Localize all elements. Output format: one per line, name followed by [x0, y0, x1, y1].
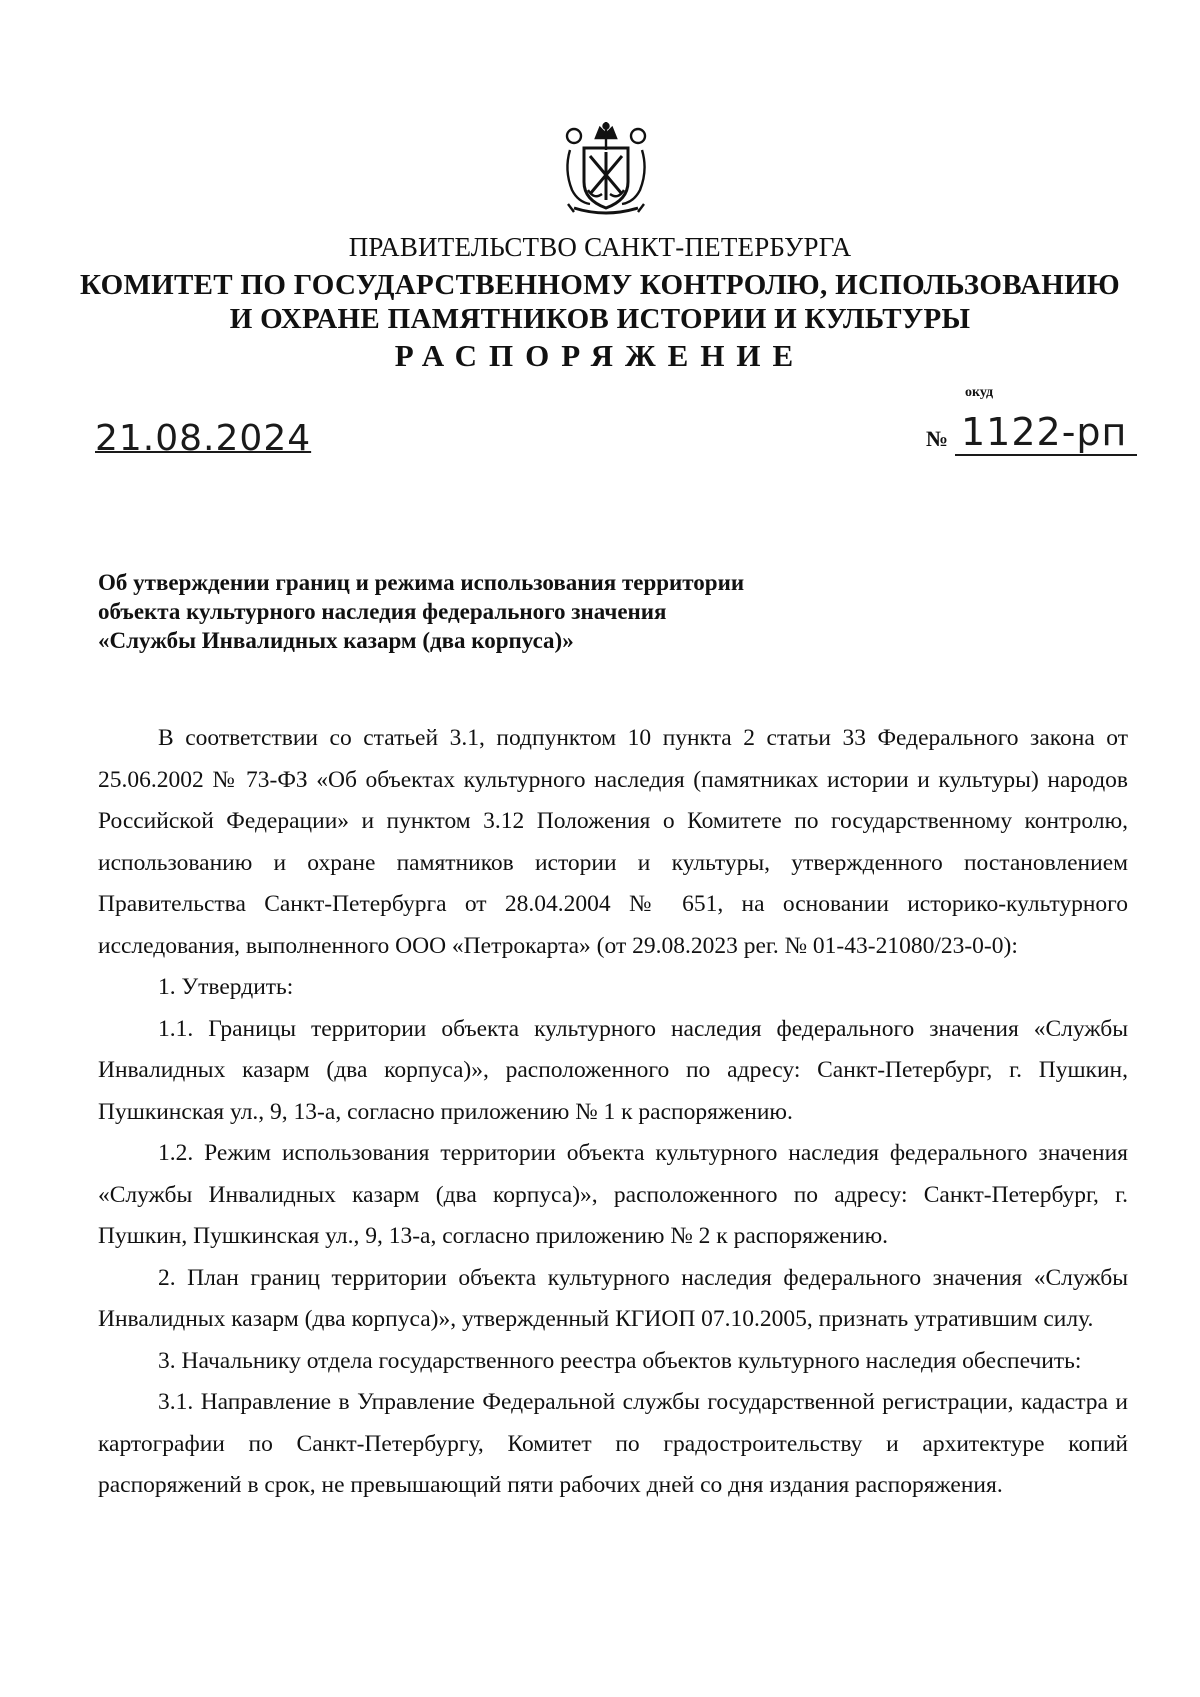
committee-name-line1: КОМИТЕТ ПО ГОСУДАРСТВЕННОМУ КОНТРОЛЮ, ИСПОЛЬЗОВАНИЮ: [80, 269, 1120, 301]
subject-line3: «Службы Инвалидных казарм (два корпуса)»: [98, 628, 574, 653]
number-sign: №: [926, 426, 949, 451]
subject-line1: Об утверждении границ и режима использования территории: [98, 570, 745, 595]
paragraph-1-2: 1.2. Режим использования территории объекта культурного наследия федерального значения «Службы Инвалидных казарм (два корпуса)», расположенного по адресу: Санкт-Петербург, г. Пушкин, Пушкинская ул., 9, 13-а, согласно приложению № 2 к распоряжению.: [98, 1140, 1128, 1249]
okud-label: окуд: [965, 385, 994, 400]
paragraph-1-1: 1.1. Границы территории объекта культурного наследия федерального значения «Службы Инвалидных казарм (два корпуса)», расположенного по адресу: Санкт-Петербург, г. Пушкин, Пушкинская ул., 9, 13-а, согласно приложению № 1 к распоряжению.: [98, 1015, 1128, 1125]
committee-name-line2: И ОХРАНЕ ПАМЯТНИКОВ ИСТОРИИ И КУЛЬТУРЫ: [229, 303, 971, 335]
government-name: ПРАВИТЕЛЬСТВО САНКТ-ПЕТЕРБУРГА: [348, 232, 852, 262]
document-body: [98, 718, 1128, 1507]
subject-line2: объекта культурного наследия федерального значения: [98, 599, 667, 624]
document-date: 21.08.2024: [95, 418, 312, 459]
paragraph-2: 2. План границ территории объекта культурного наследия федерального значения «Службы Инвалидных казарм (два корпуса)», утвержденный КГИОП 07.10.2005, признать утратившим силу.: [98, 1264, 1128, 1332]
document-type-title: РАСПОРЯЖЕНИЕ: [394, 338, 806, 373]
paragraph-1: 1. Утвердить:: [158, 974, 294, 1000]
paragraph-3-1: 3.1. Направление в Управление Федеральной службы государственной регистрации, кадастра и картографии по Санкт-Петербургу, Комитет по градостроительству и архитектуре копий распоряжений в срок, не превышающий пяти рабочих дней со дня издания распоряжения.: [98, 1389, 1128, 1498]
committee-name: [0, 268, 1200, 336]
document-number: 1122-рп: [955, 410, 1137, 456]
paragraph-preamble: В соответствии со статьей 3.1, подпунктом 10 пункта 2 статьи 33 Федерального закона от 25.06.2002 № 73-ФЗ «Об объектах культурного наследия (памятниках истории и культуры) народов Российской Федерации» и пунктом 3.12 Положения о Комитете по государственному контролю, использованию и охране памятников истории и культуры, утвержденного постановлением Правительства Санкт-Петербурга от 28.04.2004 № 651, на основании историко-культурного исследования, выполненного ООО «Петрокарта» (от 29.08.2023 рег. № 01-43-21080/23-0-0):: [98, 725, 1128, 959]
document-subject: [98, 568, 818, 655]
coat-of-arms-icon: [560, 120, 652, 216]
paragraph-3: 3. Начальнику отдела государственного реестра объектов культурного наследия обеспечить:: [158, 1347, 1082, 1374]
